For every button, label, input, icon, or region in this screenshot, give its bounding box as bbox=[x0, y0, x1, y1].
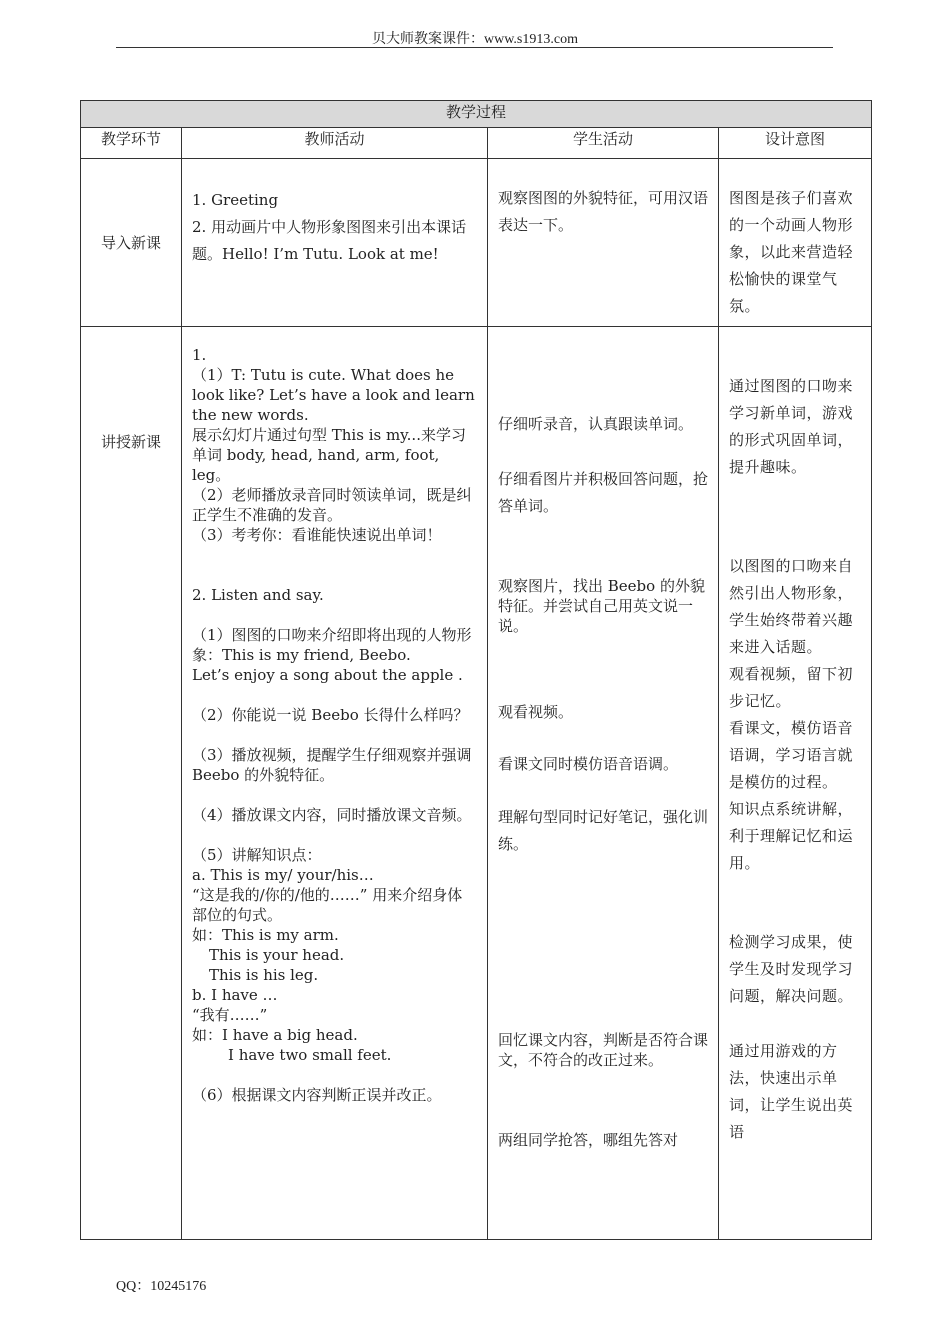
col-header-student: 学生活动 bbox=[488, 128, 719, 159]
table-title: 教学过程 bbox=[81, 101, 872, 128]
teacher-text: 1. Greeting bbox=[192, 191, 279, 209]
intent-cell-intro bbox=[719, 159, 872, 327]
student-text: 观察图片，找出 Beebo 的外貌特征。并尝试自己用英文说一说。 bbox=[498, 577, 705, 635]
teacher-text: （4）播放课文内容，同时播放课文音频。 bbox=[192, 806, 472, 824]
intent-text: 知识点系统讲解，利于理解记忆和运用。 bbox=[729, 800, 854, 872]
intent-text: 检测学习成果，使学生及时发现学习问题，解决问题。 bbox=[729, 933, 854, 1005]
stage-intro: 导入新课 bbox=[81, 159, 182, 327]
intent-text: 图图是孩子们喜欢的一个动画人物形象，以此来营造轻松愉快的课堂气氛。 bbox=[729, 189, 854, 315]
teacher-text: 如：This is my arm. bbox=[192, 926, 339, 944]
teacher-text: b. I have … bbox=[192, 986, 278, 1004]
teacher-text: This is your head. bbox=[209, 946, 345, 964]
lesson-table bbox=[80, 100, 872, 1240]
student-text: 理解句型同时记好笔记，强化训练。 bbox=[498, 808, 709, 853]
teacher-text: （2）你能说一说 Beebo 长得什么样吗？ bbox=[192, 706, 469, 724]
student-cell-intro bbox=[488, 159, 719, 327]
teacher-text: （1）T: Tutu is cute. What does he look like? Let’s have a look and learn the new words. bbox=[192, 366, 475, 424]
teacher-text: （6）根据课文内容判断正误并改正。 bbox=[192, 1086, 442, 1104]
stage-new-lesson: 讲授新课 bbox=[81, 327, 182, 1240]
teacher-text: This is his leg. bbox=[209, 966, 319, 984]
col-header-teacher: 教师活动 bbox=[182, 128, 488, 159]
teacher-text: a. This is my/ your/his… bbox=[192, 866, 374, 884]
student-text: 看课文同时模仿语音语调。 bbox=[498, 755, 679, 773]
intent-text: 通过图图的口吻来学习新单词，游戏的形式巩固单词，提升趣味。 bbox=[729, 377, 854, 476]
teacher-text: （5）讲解知识点： bbox=[192, 846, 322, 864]
student-text: 观看视频。 bbox=[498, 703, 574, 721]
teacher-text: （2）老师播放录音同时领读单词，既是纠正学生不准确的发音。 bbox=[192, 486, 472, 524]
student-text: 观察图图的外貌特征，可用汉语表达一下。 bbox=[498, 189, 709, 234]
student-text: 两组同学抢答，哪组先答对 bbox=[498, 1131, 679, 1149]
student-cell-new-lesson bbox=[488, 327, 719, 1240]
teacher-cell-new-lesson bbox=[182, 327, 488, 1240]
teacher-text: 1. bbox=[192, 346, 207, 364]
teacher-text: 2. 用动画片中人物形象图图来引出本课话题。Hello! I’m Tutu. Look at me! bbox=[192, 218, 467, 263]
teacher-text: “我有……” bbox=[192, 1006, 268, 1024]
intent-text: 通过用游戏的方法，快速出示单词，让学生说出英语 bbox=[729, 1042, 854, 1141]
student-text: 仔细听录音，认真跟读单词。 bbox=[498, 415, 694, 433]
intent-text: 看课文，模仿语音语调，学习语言就是模仿的过程。 bbox=[729, 719, 854, 791]
teacher-text: 如：I have a big head. bbox=[192, 1026, 358, 1044]
student-text: 仔细看图片并积极回答问题，抢答单词。 bbox=[498, 470, 709, 515]
table-row bbox=[81, 159, 872, 327]
teacher-text: （3）考考你：看谁能快速说出单词！ bbox=[192, 526, 442, 544]
teacher-text: （3）播放视频，提醒学生仔细观察并强调 Beebo 的外貌特征。 bbox=[192, 746, 472, 784]
teacher-text: Let’s enjoy a song about the apple . bbox=[192, 666, 463, 684]
intent-cell-new-lesson bbox=[719, 327, 872, 1240]
teacher-text: I have two small feet. bbox=[228, 1046, 392, 1064]
col-header-stage: 教学环节 bbox=[81, 128, 182, 159]
teacher-text: “这是我的/你的/他的……” 用来介绍身体部位的句式。 bbox=[192, 886, 463, 924]
teacher-text: （1）图图的口吻来介绍即将出现的人物形象：This is my friend, Beebo. bbox=[192, 626, 472, 664]
intent-text: 以图图的口吻来自然引出人物形象，学生始终带着兴趣来进入话题。 bbox=[729, 557, 854, 656]
teacher-text: 2. Listen and say. bbox=[192, 586, 324, 604]
intent-text: 观看视频，留下初步记忆。 bbox=[729, 665, 854, 710]
teacher-cell-intro bbox=[182, 159, 488, 327]
teacher-text: 展示幻灯片通过句型 This is my...来学习单词 body, head, hand, arm, foot, leg。 bbox=[192, 426, 466, 484]
header-divider bbox=[116, 47, 833, 48]
page-footer: QQ：10245176 bbox=[116, 1279, 207, 1294]
page-header: 贝大师教案课件：www.s1913.com bbox=[372, 32, 578, 47]
col-header-intent: 设计意图 bbox=[719, 128, 872, 159]
table-row bbox=[81, 327, 872, 1240]
student-text: 回忆课文内容，判断是否符合课文，不符合的改正过来。 bbox=[498, 1031, 709, 1069]
